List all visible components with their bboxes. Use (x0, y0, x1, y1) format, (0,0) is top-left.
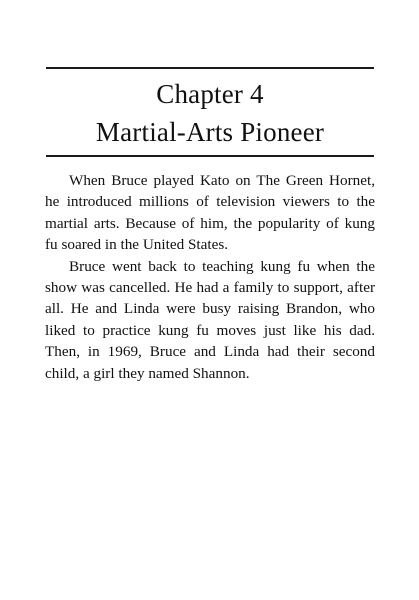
bottom-rule (46, 155, 374, 157)
paragraph: Bruce went back to teaching kung fu when the show was cancelled. He had a family to support, after all. He and Linda were busy raising Brandon, who liked to practice kung fu moves just like his dad. Then, in 1969, Bruce and Linda had their second child, a girl they named Shannon. (45, 257, 375, 382)
chapter-number: Chapter 4 (156, 79, 264, 109)
chapter-body (45, 170, 375, 384)
top-rule (46, 67, 374, 69)
chapter-title: Martial-Arts Pioneer (95, 117, 325, 147)
paragraph: When Bruce played Kato on The Green Hornet, he introduced millions of television viewers to the martial arts. Because of him, the popularity of kung fu soared in the United States. (45, 172, 375, 254)
